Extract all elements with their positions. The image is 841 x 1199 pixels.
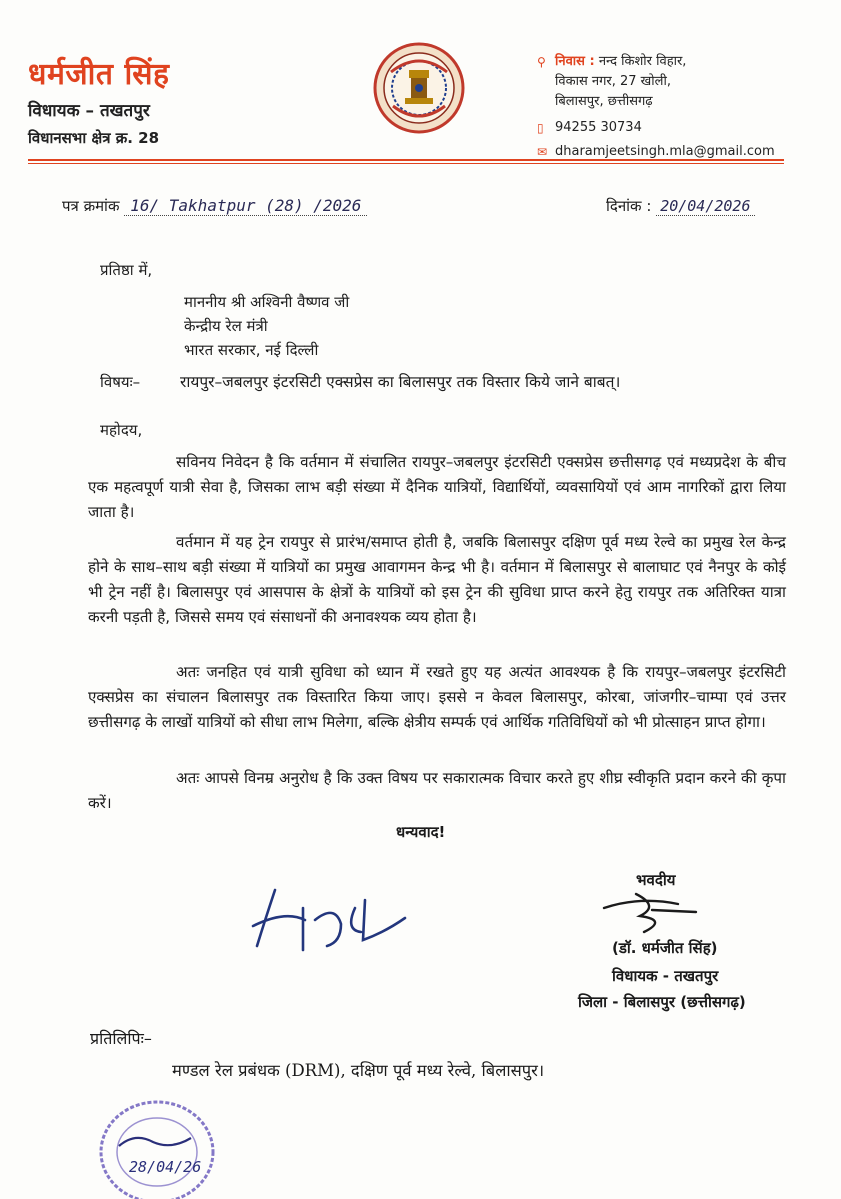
copy-label: प्रतिलिपिः– <box>90 1029 152 1048</box>
letterhead-constituency: विधानसभा क्षेत्र क्र. 28 <box>28 129 160 147</box>
mail-icon: ✉ <box>537 145 548 159</box>
reference-number: 16/ Takhatpur (28) /2026 <box>124 196 367 216</box>
thanks-text: धन्यवाद! <box>396 823 446 841</box>
greeting: महोदय, <box>100 421 143 439</box>
address-line2: विकास नगर, 27 खोली, <box>555 74 671 89</box>
signatory-designation: विधायक - तखतपुर <box>612 967 719 985</box>
signatory-name: (डॉ. धर्मजीत सिंह) <box>612 939 718 957</box>
letterhead-divider-thin <box>28 163 784 164</box>
phone-row <box>537 118 827 138</box>
letterhead-name: धर्मजीत सिंह <box>28 57 170 92</box>
addressee-line2: केन्द्रीय रेल मंत्री <box>184 317 268 335</box>
salutation: प्रतिष्ठा में, <box>100 261 153 279</box>
paragraph-4: अतः आपसे विनम्र अनुरोध है कि उक्त विषय पर सकारात्मक विचार करते हुए शीघ्र स्वीकृति प्रदान करने की कृपा करें। <box>88 769 786 812</box>
paragraph-1: सविनय निवेदन है कि वर्तमान में संचालित रायपुर–जबलपुर इंटरसिटी एक्सप्रेस छत्तीसगढ़ एवं मध्यप्रदेश के बीच एक महत्वपूर्ण यात्री सेवा है, जिसका लाभ बड़ी संख्या में दैनिक यात्रियों, विद्यार्थियों, व्यवसायियों एवं आम नागरिकों द्वारा लिया जाता है। <box>88 453 786 521</box>
address-line3: बिलासपुर, छत्तीसगढ़ <box>555 94 653 109</box>
letterhead-contact <box>537 52 827 162</box>
paragraph-3: अतः जनहित एवं यात्री सुविधा को ध्यान में रखते हुए यह अत्यंत आवश्यक है कि रायपुर–जबलपुर इंटरसिटी एक्सप्रेस का संचालन बिलासपुर तक विस्तारित किया जाए। इससे न केवल बिलासपुर, कोरबा, जांजगीर–चाम्पा एवं उत्तर छत्तीसगढ़ के लाखों यात्रियों को सीधा लाभ मिलेगा, बल्कि क्षेत्रीय सम्पर्क एवं आर्थिक गतिविधियों को भी प्रोत्साहन प्राप्त होगा। <box>88 663 786 731</box>
address-label: निवास : <box>555 54 595 69</box>
location-pin-icon: ⚲ <box>537 55 546 69</box>
handwritten-signature-left <box>245 880 415 960</box>
subject-label: विषयः– <box>100 373 141 391</box>
signatory-district: जिला - बिलासपुर (छत्तीसगढ़) <box>578 993 746 1011</box>
address-line1: नन्द किशोर विहार, <box>598 54 687 69</box>
letterhead-designation: विधायक – तखतपुर <box>28 101 150 121</box>
date-label: दिनांक : <box>606 197 652 215</box>
date-line <box>606 196 755 216</box>
reference-line <box>62 196 367 216</box>
letterhead-divider <box>28 159 784 161</box>
subject-text: रायपुर–जबलपुर इंटरसिटी एक्सप्रेस का बिलासपुर तक विस्तार किये जाने बाबत्। <box>180 373 621 391</box>
stamp-date: 28/04/26 <box>129 1158 202 1176</box>
reference-label: पत्र क्रमांक <box>62 197 120 215</box>
addressee-line1: माननीय श्री अश्विनी वैष्णव जी <box>184 293 350 311</box>
yours-faithfully: भवदीय <box>636 871 676 889</box>
assembly-emblem-icon <box>373 42 465 134</box>
phone-number: 94255 30734 <box>555 120 642 135</box>
handwritten-signature-right <box>600 890 710 935</box>
address-row <box>537 52 827 72</box>
phone-icon: ▯ <box>537 121 544 135</box>
addressee-line3: भारत सरकार, नई दिल्ली <box>184 341 319 359</box>
date-value: 20/04/2026 <box>656 197 754 216</box>
email-address: dharamjeetsingh.mla@gmail.com <box>555 144 775 159</box>
received-stamp-icon <box>95 1080 225 1199</box>
paragraph-2: वर्तमान में यह ट्रेन रायपुर से प्रारंभ/समाप्त होती है, जबकि बिलासपुर दक्षिण पूर्व मध्य रेल्वे का प्रमुख रेल केन्द्र होने के साथ–साथ बड़ी संख्या में यात्रियों का प्रमुख आवागमन केन्द्र भी है। वर्तमान में बिलासपुर से बालाघाट एवं नैनपुर के कोई भी ट्रेन नहीं है। बिलासपुर एवं आसपास के क्षेत्रों के यात्रियों को इस ट्रेन की सुविधा प्राप्त करने हेतु रायपुर तक अतिरिक्त यात्रा करनी पड़ती है, जिससे समय एवं संसाधनों की अनावश्यक व्यय होता है। <box>88 533 786 626</box>
copy-recipient: मण्डल रेल प्रबंधक (DRM), दक्षिण पूर्व मध्य रेल्वे, बिलासपुर। <box>172 1061 545 1080</box>
